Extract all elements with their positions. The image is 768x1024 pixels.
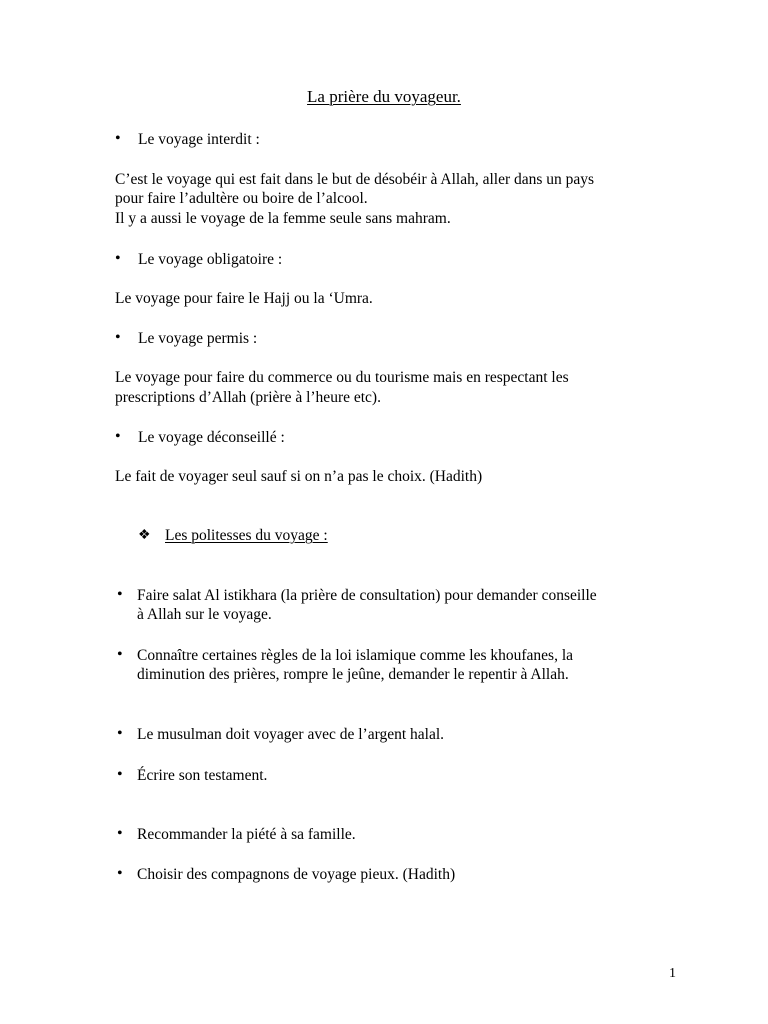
- politesses-heading: Les politesses du voyage :: [165, 527, 328, 544]
- list-item: Connaître certaines règles de la loi islamique comme les khoufanes, la: [137, 647, 574, 664]
- paragraph-line: pour faire l’adultère ou boire de l’alcool.: [115, 190, 368, 207]
- list-item: Choisir des compagnons de voyage pieux. (Hadith): [137, 866, 456, 883]
- bullet-icon: •: [117, 865, 123, 882]
- paragraph-line: Il y a aussi le voyage de la femme seule sans mahram.: [115, 210, 451, 227]
- list-item: Le musulman doit voyager avec de l’argent halal.: [137, 726, 445, 743]
- section-heading-interdit: Le voyage interdit :: [138, 131, 260, 148]
- section-heading-obligatoire: Le voyage obligatoire :: [138, 251, 283, 268]
- paragraph-line: Le voyage pour faire du commerce ou du tourisme mais en respectant les: [115, 369, 569, 386]
- diamond-bullet-icon: ❖: [138, 528, 151, 543]
- paragraph-line: Le voyage pour faire le Hajj ou la ‘Umra.: [115, 290, 373, 307]
- section-heading-deconseille: Le voyage déconseillé :: [138, 429, 285, 446]
- list-item-continuation: diminution des prières, rompre le jeûne, demander le repentir à Allah.: [137, 666, 569, 683]
- paragraph-line: prescriptions d’Allah (prière à l’heure etc).: [115, 389, 381, 406]
- page-title: La prière du voyageur.: [307, 87, 461, 106]
- bullet-icon: •: [117, 725, 123, 742]
- paragraph-line: C’est le voyage qui est fait dans le but de désobéir à Allah, aller dans un pays: [115, 171, 595, 188]
- list-item: Faire salat Al istikhara (la prière de consultation) pour demander conseille: [137, 587, 597, 604]
- bullet-icon: •: [117, 766, 123, 783]
- bullet-icon: •: [115, 250, 121, 267]
- bullet-icon: •: [117, 825, 123, 842]
- bullet-icon: •: [115, 428, 121, 445]
- bullet-icon: •: [115, 329, 121, 346]
- bullet-icon: •: [115, 130, 121, 147]
- page-number: 1: [669, 966, 676, 981]
- list-item: Recommander la piété à sa famille.: [137, 826, 356, 843]
- list-item: Écrire son testament.: [137, 767, 268, 784]
- bullet-icon: •: [117, 586, 123, 603]
- section-heading-permis: Le voyage permis :: [138, 330, 258, 347]
- bullet-icon: •: [117, 646, 123, 663]
- paragraph-line: Le fait de voyager seul sauf si on n’a pas le choix. (Hadith): [115, 468, 483, 485]
- list-item-continuation: à Allah sur le voyage.: [137, 606, 272, 623]
